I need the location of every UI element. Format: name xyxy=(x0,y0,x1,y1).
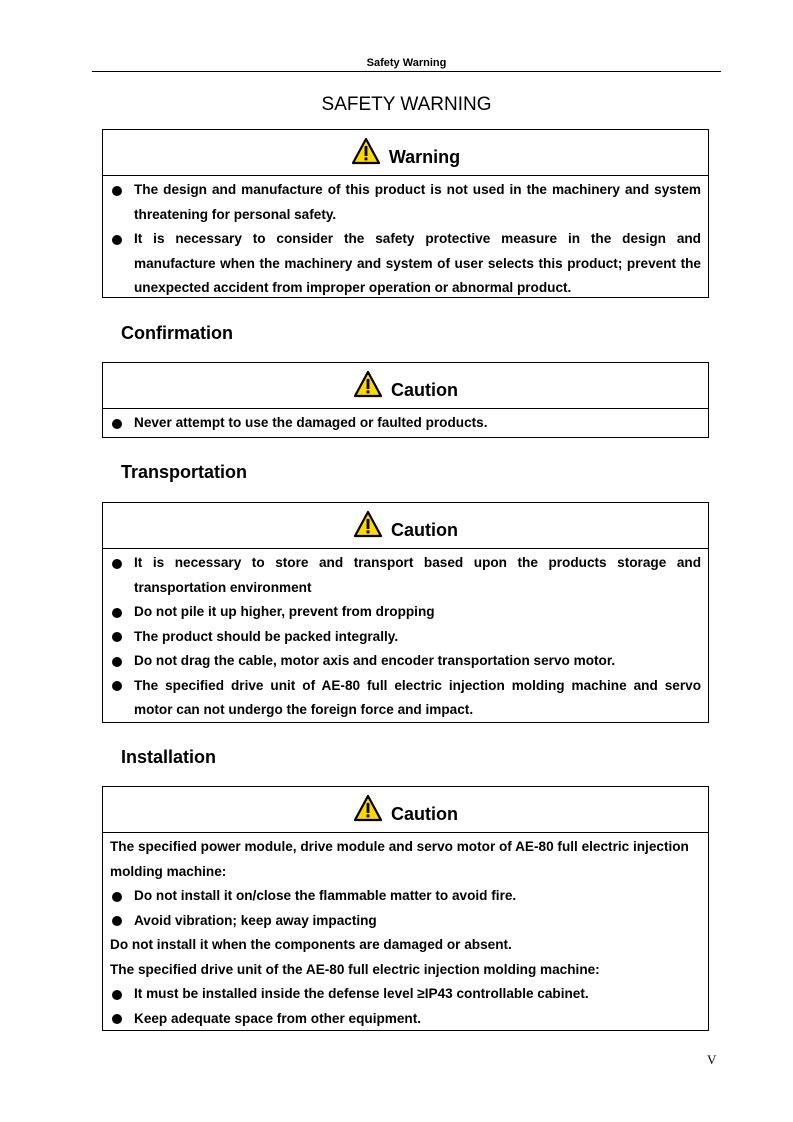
paragraph: The specified drive unit of the AE-80 full electric injection molding machine: xyxy=(110,961,600,977)
bullet xyxy=(110,411,134,436)
list-item-text: Keep adequate space from other equipment. xyxy=(134,1010,422,1026)
caution-label: Caution xyxy=(391,520,458,540)
confirmation-caution-box xyxy=(102,362,709,438)
caution-label: Caution xyxy=(391,380,458,400)
caution-label: Caution xyxy=(391,804,458,824)
list-item xyxy=(110,1007,701,1032)
list-item-text: Do not pile it up higher, prevent from dropping xyxy=(134,604,435,619)
list-item-text: It is necessary to consider the safety protective measure in the design and manufacture when the machinery and system of user selects this product; prevent the unexpected accident from improper operation or abnormal product. xyxy=(134,231,701,295)
list-item-text: It is necessary to store and transport based upon the products storage and transportation environment xyxy=(134,555,701,595)
caution-box-header xyxy=(103,363,708,409)
bullet xyxy=(110,551,134,600)
list-item xyxy=(110,649,701,674)
list-item xyxy=(110,884,701,909)
list-item-text: Never attempt to use the damaged or faulted products. xyxy=(134,415,488,430)
page-title: SAFETY WARNING xyxy=(321,94,492,115)
header-rule xyxy=(92,71,721,72)
list-item xyxy=(110,909,701,934)
caution-box-header xyxy=(103,787,708,833)
list-item xyxy=(110,411,701,436)
bullet xyxy=(110,649,134,674)
transportation-caution-box xyxy=(102,502,709,723)
warning-triangle-icon xyxy=(351,137,381,165)
paragraph: Do not install it when the components are damaged or absent. xyxy=(110,937,512,952)
paragraph: The specified power module, drive module and servo motor of AE-80 full electric injection molding machine: xyxy=(110,839,689,879)
list-item xyxy=(110,600,701,625)
warning-box-header xyxy=(103,130,708,176)
bullet xyxy=(110,909,134,934)
bullet xyxy=(110,600,134,625)
warning-triangle-icon xyxy=(353,510,383,538)
list-item xyxy=(110,227,701,301)
bullet xyxy=(110,884,134,909)
bullet xyxy=(110,178,134,227)
warning-box xyxy=(102,129,709,298)
section-heading-transportation: Transportation xyxy=(121,462,248,482)
warning-label: Warning xyxy=(388,147,461,167)
list-item-text: Avoid vibration; keep away impacting xyxy=(134,912,377,928)
list-item-text: Do not install it on/close the flammable matter to avoid fire. xyxy=(134,888,517,903)
list-item-text: The specified drive unit of AE-80 full electric injection molding machine and servo motor can not undergo the foreign force and impact. xyxy=(134,677,701,717)
list-item-text: The design and manufacture of this product is not used in the machinery and system threatening for personal safety. xyxy=(134,182,701,222)
list-item-text: Do not drag the cable, motor axis and encoder transportation servo motor. xyxy=(134,653,616,668)
caution-box-header xyxy=(103,503,708,549)
bullet xyxy=(110,625,134,650)
warning-triangle-icon xyxy=(353,794,383,822)
page-number: V xyxy=(707,1052,717,1067)
bullet xyxy=(110,1007,134,1032)
bullet xyxy=(110,674,134,723)
bullet xyxy=(110,227,134,301)
bullet xyxy=(110,982,134,1007)
running-header: Safety Warning xyxy=(366,57,447,69)
list-item xyxy=(110,674,701,723)
section-heading-installation: Installation xyxy=(121,747,217,767)
list-item xyxy=(110,178,701,227)
section-heading-confirmation: Confirmation xyxy=(121,323,233,343)
installation-caution-box xyxy=(102,786,709,1031)
list-item-text: It must be installed inside the defense level ≥IP43 controllable cabinet. xyxy=(134,986,589,1001)
list-item xyxy=(110,625,701,650)
list-item xyxy=(110,982,701,1007)
warning-triangle-icon xyxy=(353,370,383,398)
list-item xyxy=(110,551,701,600)
list-item-text: The product should be packed integrally. xyxy=(134,628,399,644)
